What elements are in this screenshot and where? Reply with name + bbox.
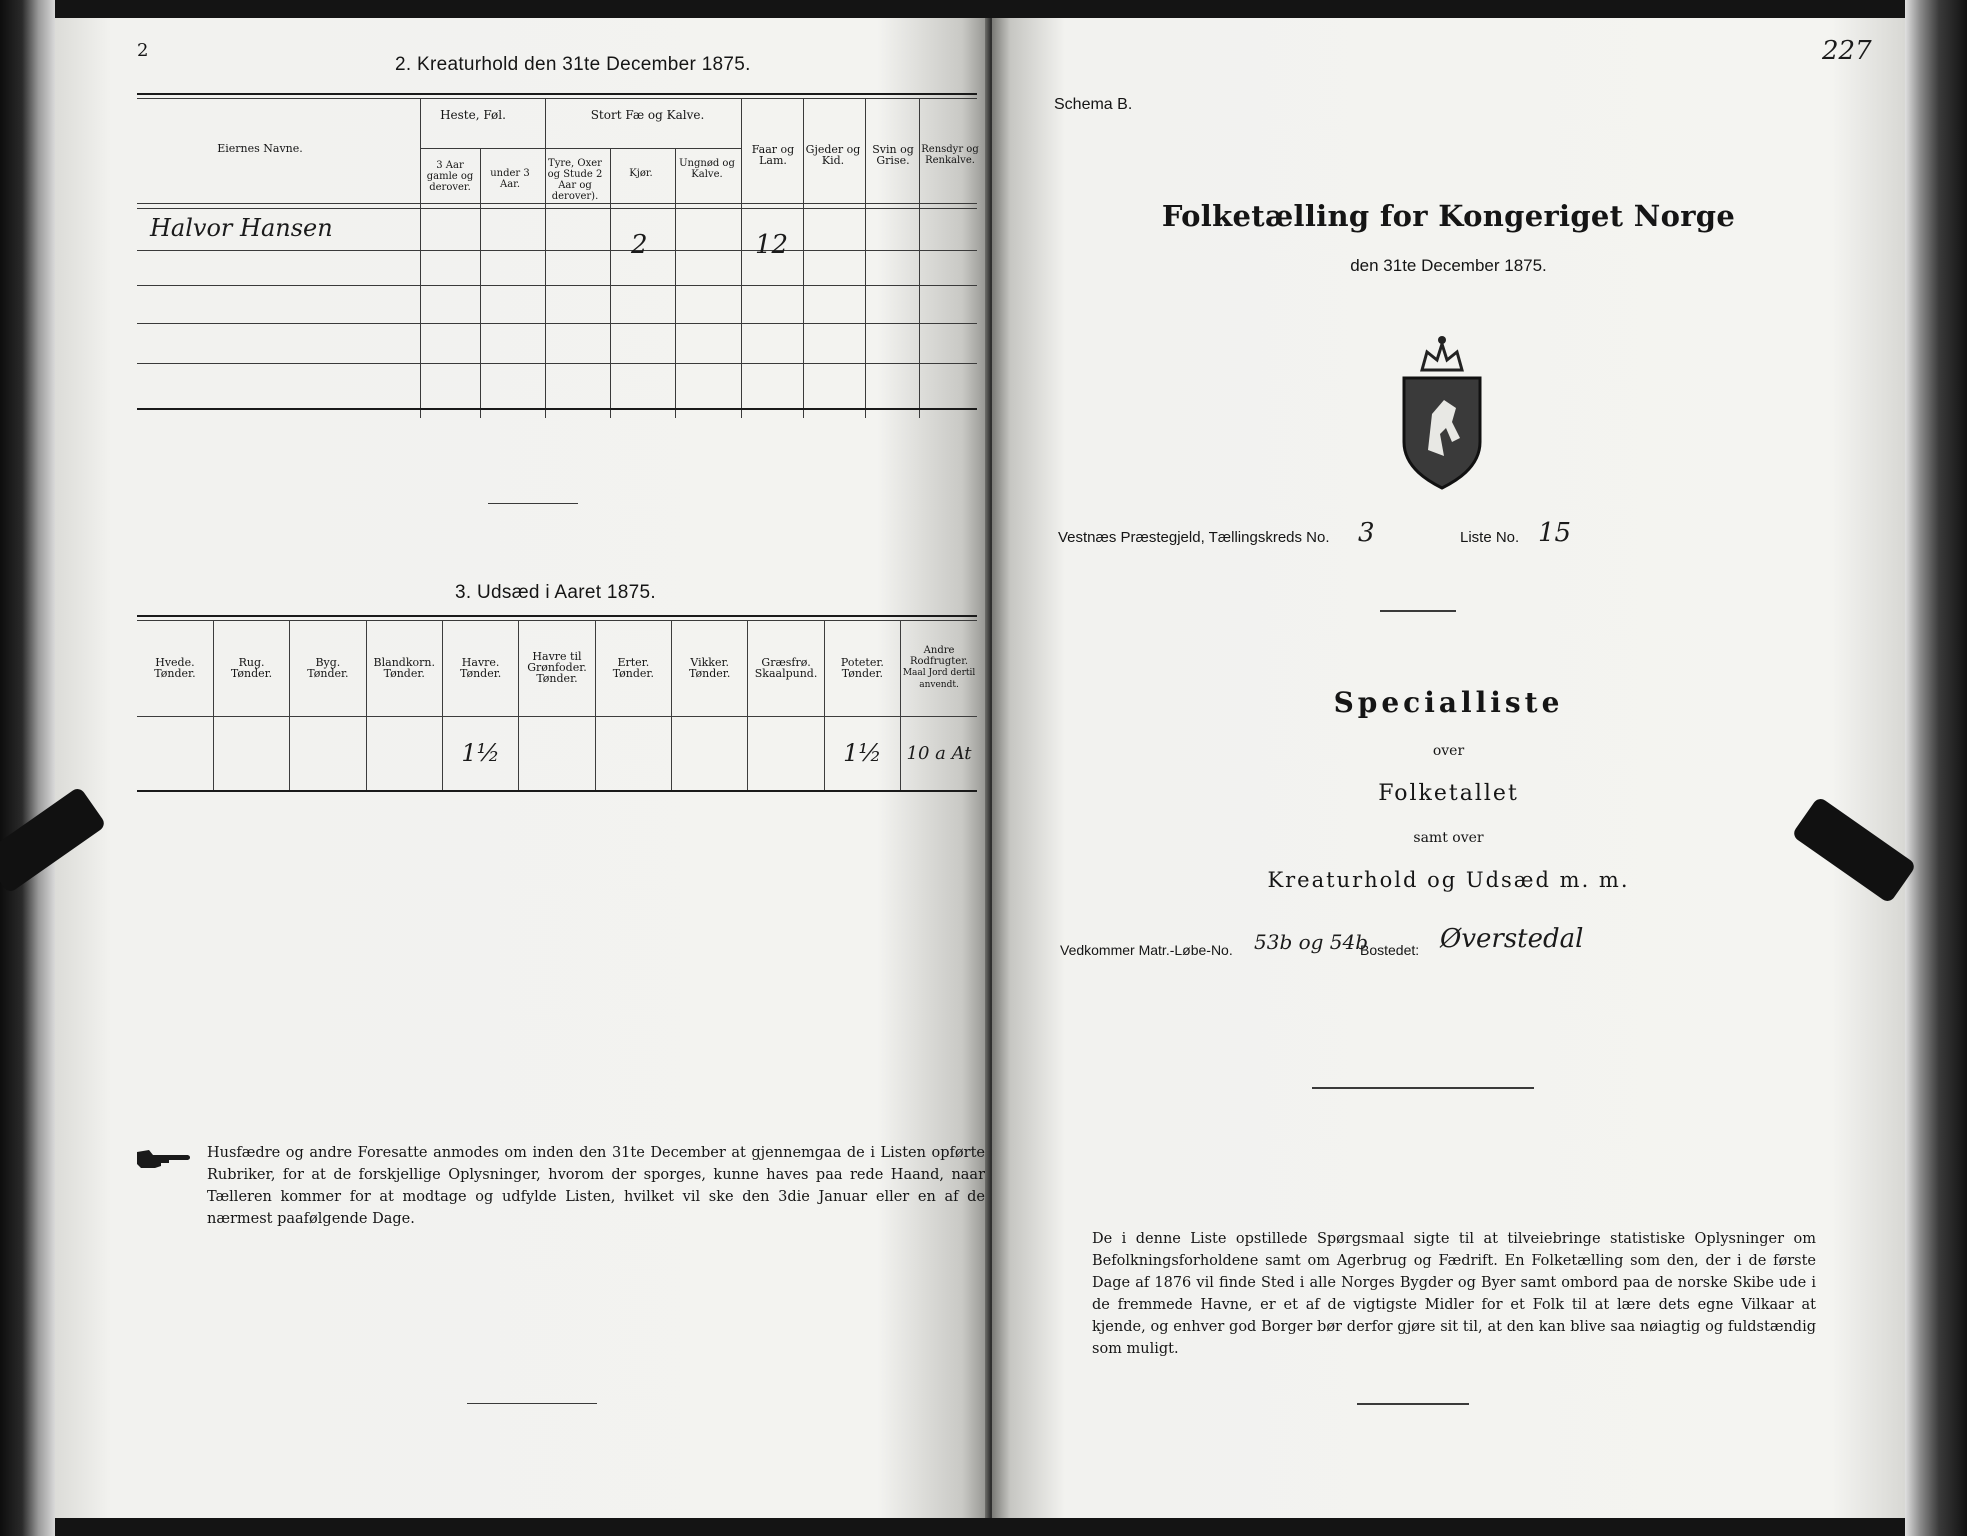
rule — [803, 98, 804, 418]
seed-col-unit: Tønder. — [612, 666, 654, 680]
kjoer-value: 2 — [631, 230, 648, 260]
faar-value: 12 — [755, 230, 789, 260]
group-heste: Heste, Føl. — [440, 108, 506, 122]
book-edge-right — [1905, 0, 1967, 1536]
pointing-hand-icon — [135, 1146, 195, 1172]
bostedet-label: Bostedet: — [1360, 942, 1420, 958]
seed-col-andre — [901, 620, 977, 716]
rule — [137, 208, 977, 209]
section3-title: 3. Udsæd i Aaret 1875. — [455, 582, 656, 603]
seed-col-name: Rug. — [238, 655, 265, 669]
seed-col-rug — [213, 620, 289, 716]
seed-col-vikker — [672, 620, 748, 716]
page-number: 227 — [1822, 36, 1872, 66]
samt-over: samt over — [1413, 830, 1484, 846]
seed-col-unit: Tønder. — [307, 666, 349, 680]
special-title: Specialliste — [1333, 686, 1564, 719]
seed-col-name: Andre Rodfrugter. — [910, 644, 969, 667]
rule — [865, 98, 866, 418]
seed-col-havre-gronfoder — [519, 620, 595, 716]
folketallet: Folketallet — [1378, 781, 1519, 806]
footer-notice: De i denne Liste opstillede Spørgsmaal sigte til at tilveiebringe statistiske Oplysninger om Befolkningsforholdene samt om Agerbrug og Fædrift. En Folketælling som den, der i de første Dage af 1876 vil finde Sted i alle Norges Bygder og Byer samt ombord paa de norske Skibe ude i de fremmede Havne, er et af de vigtigste Midler for et Folk til at lære dets egne Vilkaar at kjende, og enhver god Borger bør derfor gjøre sit til, at den kan blive saa nøiagtig og fuldstændig som muligt. — [1092, 1231, 1816, 1357]
seed-col-unit: Skaalpund. — [754, 666, 818, 680]
schema-label: Schema B. — [1054, 96, 1133, 113]
book-edge-left — [0, 0, 55, 1536]
bostedet-value: Øverstedal — [1440, 924, 1584, 954]
rule — [610, 148, 611, 418]
rule — [137, 250, 977, 251]
seed-col-unit: Tønder. — [689, 666, 731, 680]
left-page — [55, 18, 990, 1518]
section2-title: 2. Kreaturhold den 31te December 1875. — [395, 54, 751, 75]
rule — [137, 408, 977, 410]
seed-col-poteter — [824, 620, 900, 716]
short-rule — [1312, 1087, 1534, 1089]
seed-col-unit: Tønder. — [230, 666, 273, 680]
col-svin: Svin og Grise. — [872, 143, 914, 167]
col-ungnod: Ungnød og Kalve. — [679, 158, 735, 180]
seed-header-row — [137, 620, 977, 716]
seed-col-name: Blandkorn. — [373, 655, 435, 669]
rule — [137, 285, 977, 286]
group-stort-fae: Stort Fæ og Kalve. — [590, 108, 705, 122]
owner-header: Eiernes Navne. — [217, 142, 303, 155]
col-faar: Faar og Lam. — [751, 143, 795, 167]
household-notice: Husfædre og andre Foresatte anmodes om inden den 31te December at gjennemgaa de i Listen opførte Rubriker, for at de forskjellige Oplysninger, hvorom der sporges, kunne haves paa rede Haand, naar Tælleren kommer for at modtage og udfylde Listen, hvilket vil ske den 3die Januar eller en af de nærmest paafølgende Dage. — [207, 1145, 985, 1227]
liste-label: Liste No. — [1460, 529, 1520, 546]
andre-value: 10 a At — [906, 742, 972, 764]
over-text: over — [1432, 743, 1465, 759]
seed-col-unit: Tønder. — [383, 666, 425, 680]
seed-col-name: Byg. — [315, 655, 341, 669]
seed-col-havre — [442, 620, 518, 716]
seed-col-unit: Tønder. — [154, 666, 196, 680]
seed-col-unit: Tønder. — [536, 672, 578, 686]
tellingskreds-no: 3 — [1358, 518, 1375, 548]
seed-col-unit: Tønder. — [459, 666, 502, 680]
poteter-value: 1½ — [843, 739, 882, 768]
corner-mark: 2 — [137, 40, 149, 61]
seed-col-name: Græsfrø. — [761, 655, 811, 669]
rule — [480, 148, 481, 418]
seed-table — [137, 620, 977, 790]
short-rule — [467, 1403, 597, 1404]
seed-col-name: Erter. — [617, 655, 650, 669]
seed-col-name: Hvede. — [155, 655, 195, 669]
rule — [420, 98, 421, 418]
rule — [137, 323, 977, 324]
short-rule — [1380, 610, 1456, 612]
short-rule — [488, 503, 578, 504]
seed-col-hvede — [137, 620, 213, 716]
seed-col-byg — [290, 620, 366, 716]
right-page — [992, 18, 1905, 1518]
seed-col-unit: Tønder. — [841, 666, 884, 680]
seed-col-unit: Maal Jord dertil anvendt. — [902, 667, 976, 690]
col-tyre: Tyre, Oxer og Stude 2 Aar og derover). — [547, 158, 603, 202]
col-heste-3aar: 3 Aar gamle og derover. — [426, 160, 474, 193]
seed-col-name: Vikker. — [690, 655, 730, 669]
short-rule — [1357, 1403, 1469, 1405]
seed-col-blandkorn — [366, 620, 442, 716]
col-rensdyr: Rensdyr og Renkalve. — [921, 144, 979, 166]
coat-of-arms-icon — [1392, 330, 1492, 490]
kreaturhold-line: Kreaturhold og Udsæd m. m. — [1267, 868, 1630, 892]
seed-col-name: Poteter. — [840, 655, 884, 669]
matr-label: Vedkommer Matr.-Løbe-No. — [1060, 942, 1233, 958]
seed-col-erter — [595, 620, 671, 716]
rule — [137, 93, 977, 95]
seed-col-name: Havre. — [461, 655, 500, 669]
col-kjoer: Kjør. — [629, 168, 653, 179]
havre-value: 1½ — [461, 739, 500, 768]
col-heste-under3: under 3 Aar. — [490, 168, 530, 190]
rule — [137, 98, 977, 99]
rule — [675, 148, 676, 418]
rule — [137, 615, 977, 617]
rule — [545, 98, 546, 418]
liste-no: 15 — [1538, 518, 1572, 548]
parish-line — [1058, 529, 1330, 546]
rule — [420, 148, 741, 149]
date-line: den 31te December 1875. — [1350, 256, 1547, 275]
owner-name: Halvor Hansen — [150, 214, 333, 242]
seed-col-graesfro — [748, 620, 824, 716]
rule — [741, 98, 742, 418]
rule — [137, 790, 977, 792]
seed-value-row — [137, 716, 977, 790]
col-gjeder: Gjeder og Kid. — [805, 143, 861, 167]
matr-value: 53b og 54b — [1254, 930, 1369, 954]
rule — [919, 98, 920, 418]
rule — [137, 203, 977, 204]
rule — [137, 363, 977, 364]
parish-prefix: Vestnæs Præstegjeld, Tællingskreds No. — [1058, 529, 1330, 546]
main-title: Folketælling for Kongeriget Norge — [1161, 199, 1736, 233]
seed-col-name: Havre til Grønfoder. — [527, 650, 587, 675]
